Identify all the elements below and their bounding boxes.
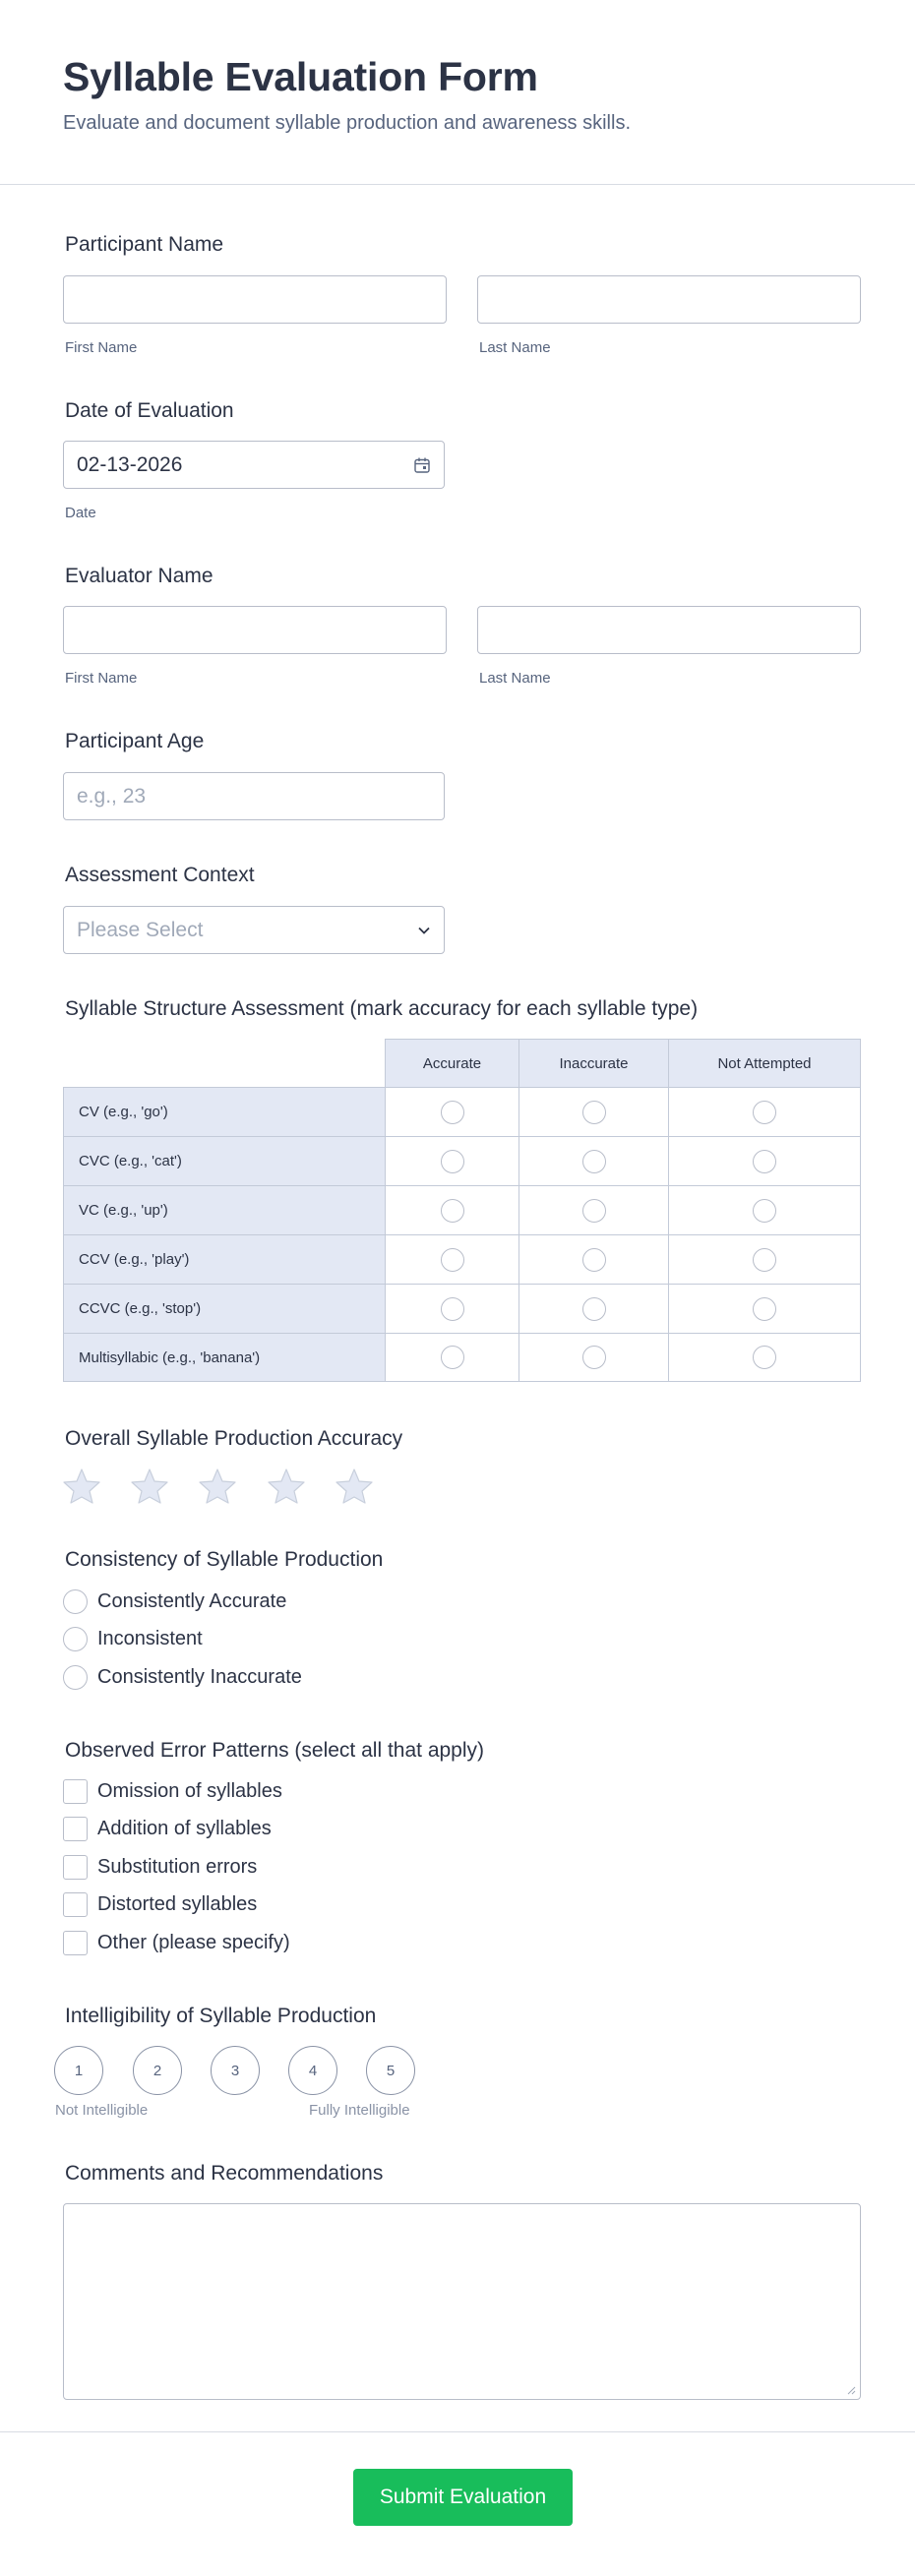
matrix-radio[interactable]	[582, 1199, 606, 1223]
matrix-cell[interactable]	[385, 1136, 519, 1186]
star-icon[interactable]	[335, 1467, 374, 1506]
form-header	[0, 0, 915, 185]
consistency-option[interactable]	[63, 1665, 302, 1690]
option-label: Distorted syllables	[97, 1893, 258, 1915]
option-label: Other (please specify)	[97, 1932, 290, 1953]
participant-name-label: Participant Name	[65, 233, 224, 256]
age-input[interactable]	[63, 772, 445, 820]
matrix-cell[interactable]	[668, 1333, 861, 1382]
context-label: Assessment Context	[65, 864, 255, 886]
matrix-radio[interactable]	[582, 1101, 606, 1124]
matrix-radio[interactable]	[582, 1248, 606, 1272]
participant-last-name-sublabel: Last Name	[479, 339, 551, 356]
checkbox[interactable]	[63, 1855, 88, 1880]
checkbox[interactable]	[63, 1779, 88, 1804]
evaluator-first-name-input[interactable]	[63, 606, 447, 654]
checkbox[interactable]	[63, 1892, 88, 1917]
matrix-cell[interactable]	[668, 1087, 861, 1137]
checkbox[interactable]	[63, 1931, 88, 1955]
matrix-row-label: CVC (e.g., 'cat')	[63, 1136, 386, 1186]
scale-option[interactable]: 1	[54, 2046, 103, 2095]
option-label: Consistently Accurate	[97, 1590, 287, 1612]
date-sublabel: Date	[65, 505, 96, 521]
option-label: Inconsistent	[97, 1628, 203, 1649]
star-icon[interactable]	[198, 1467, 237, 1506]
error-option[interactable]	[63, 1817, 272, 1841]
comments-label: Comments and Recommendations	[65, 2162, 384, 2185]
date-input[interactable]	[63, 441, 445, 489]
matrix-cell[interactable]	[385, 1284, 519, 1334]
calendar-icon[interactable]	[413, 456, 431, 474]
participant-first-name-input[interactable]	[63, 275, 447, 324]
error-option[interactable]	[63, 1855, 257, 1880]
errors-label: Observed Error Patterns (select all that apply)	[65, 1739, 485, 1762]
scale-option[interactable]: 3	[211, 2046, 260, 2095]
matrix-cell[interactable]	[385, 1333, 519, 1382]
date-value: 02-13-2026	[77, 452, 183, 476]
consistency-option[interactable]	[63, 1589, 286, 1614]
rating-label: Overall Syllable Production Accuracy	[65, 1427, 403, 1450]
matrix-label: Syllable Structure Assessment (mark accuracy for each syllable type)	[65, 997, 699, 1020]
evaluator-last-name-sublabel: Last Name	[479, 670, 551, 687]
option-label: Consistently Inaccurate	[97, 1666, 302, 1688]
matrix-radio[interactable]	[753, 1150, 776, 1173]
matrix-cell[interactable]	[385, 1234, 519, 1285]
matrix-cell[interactable]	[518, 1333, 669, 1382]
matrix-cell[interactable]	[668, 1284, 861, 1334]
form-title: Syllable Evaluation Form	[63, 54, 538, 99]
star-icon[interactable]	[62, 1467, 101, 1506]
resize-handle-icon[interactable]	[846, 2385, 856, 2395]
age-label: Participant Age	[65, 730, 205, 752]
radio-button[interactable]	[63, 1589, 88, 1614]
form-subtitle: Evaluate and document syllable production and awareness skills.	[63, 112, 632, 134]
matrix-column-header: Inaccurate	[518, 1039, 669, 1088]
matrix-radio[interactable]	[753, 1297, 776, 1321]
error-option[interactable]	[63, 1779, 282, 1804]
evaluator-name-label: Evaluator Name	[65, 565, 214, 587]
scale-option[interactable]: 5	[366, 2046, 415, 2095]
option-label: Omission of syllables	[97, 1780, 282, 1802]
matrix-radio[interactable]	[441, 1346, 464, 1369]
matrix-cell[interactable]	[668, 1136, 861, 1186]
matrix-radio[interactable]	[441, 1248, 464, 1272]
matrix-radio[interactable]	[582, 1297, 606, 1321]
matrix-row-label: CV (e.g., 'go')	[63, 1087, 386, 1137]
matrix-column-header: Accurate	[385, 1039, 519, 1088]
matrix-radio[interactable]	[441, 1101, 464, 1124]
matrix-radio[interactable]	[582, 1346, 606, 1369]
consistency-option[interactable]	[63, 1627, 203, 1651]
matrix-cell[interactable]	[518, 1284, 669, 1334]
matrix-cell[interactable]	[518, 1136, 669, 1186]
matrix-radio[interactable]	[753, 1248, 776, 1272]
chevron-down-icon	[417, 926, 431, 935]
matrix-radio[interactable]	[441, 1199, 464, 1223]
radio-button[interactable]	[63, 1627, 88, 1651]
option-label: Addition of syllables	[97, 1818, 272, 1839]
matrix-radio[interactable]	[753, 1101, 776, 1124]
matrix-column-header: Not Attempted	[668, 1039, 861, 1088]
checkbox[interactable]	[63, 1817, 88, 1841]
matrix-cell[interactable]	[518, 1185, 669, 1235]
error-option[interactable]	[63, 1931, 290, 1955]
matrix-radio[interactable]	[582, 1150, 606, 1173]
scale-option[interactable]: 2	[133, 2046, 182, 2095]
scale-high-label: Fully Intelligible	[309, 2102, 410, 2119]
matrix-cell[interactable]	[668, 1185, 861, 1235]
option-label: Substitution errors	[97, 1856, 258, 1878]
matrix-radio[interactable]	[753, 1199, 776, 1223]
comments-textarea[interactable]	[63, 2203, 861, 2400]
participant-first-name-sublabel: First Name	[65, 339, 138, 356]
matrix-row-label: CCVC (e.g., 'stop')	[63, 1284, 386, 1334]
age-placeholder: e.g., 23	[77, 784, 147, 808]
matrix-cell[interactable]	[385, 1185, 519, 1235]
evaluator-last-name-input[interactable]	[477, 606, 861, 654]
matrix-radio[interactable]	[441, 1297, 464, 1321]
radio-button[interactable]	[63, 1665, 88, 1690]
star-icon[interactable]	[267, 1467, 306, 1506]
error-option[interactable]	[63, 1892, 257, 1917]
matrix-cell[interactable]	[668, 1234, 861, 1285]
matrix-row-label: Multisyllabic (e.g., 'banana')	[63, 1333, 386, 1382]
date-label: Date of Evaluation	[65, 399, 234, 422]
matrix-cell[interactable]	[385, 1087, 519, 1137]
scale-option[interactable]: 4	[288, 2046, 337, 2095]
intelligibility-label: Intelligibility of Syllable Production	[65, 2005, 377, 2027]
submit-button[interactable]: Submit Evaluation	[353, 2469, 573, 2526]
matrix-radio[interactable]	[441, 1150, 464, 1173]
matrix-row-label: CCV (e.g., 'play')	[63, 1234, 386, 1285]
scale-low-label: Not Intelligible	[55, 2102, 149, 2119]
participant-last-name-input[interactable]	[477, 275, 861, 324]
matrix-row-label: VC (e.g., 'up')	[63, 1185, 386, 1235]
star-icon[interactable]	[130, 1467, 169, 1506]
matrix-cell[interactable]	[518, 1087, 669, 1137]
matrix-radio[interactable]	[753, 1346, 776, 1369]
consistency-label: Consistency of Syllable Production	[65, 1548, 384, 1571]
context-placeholder: Please Select	[77, 918, 204, 941]
context-select[interactable]	[63, 906, 445, 954]
evaluator-first-name-sublabel: First Name	[65, 670, 138, 687]
syllable-matrix	[63, 1039, 861, 1382]
matrix-cell[interactable]	[518, 1234, 669, 1285]
